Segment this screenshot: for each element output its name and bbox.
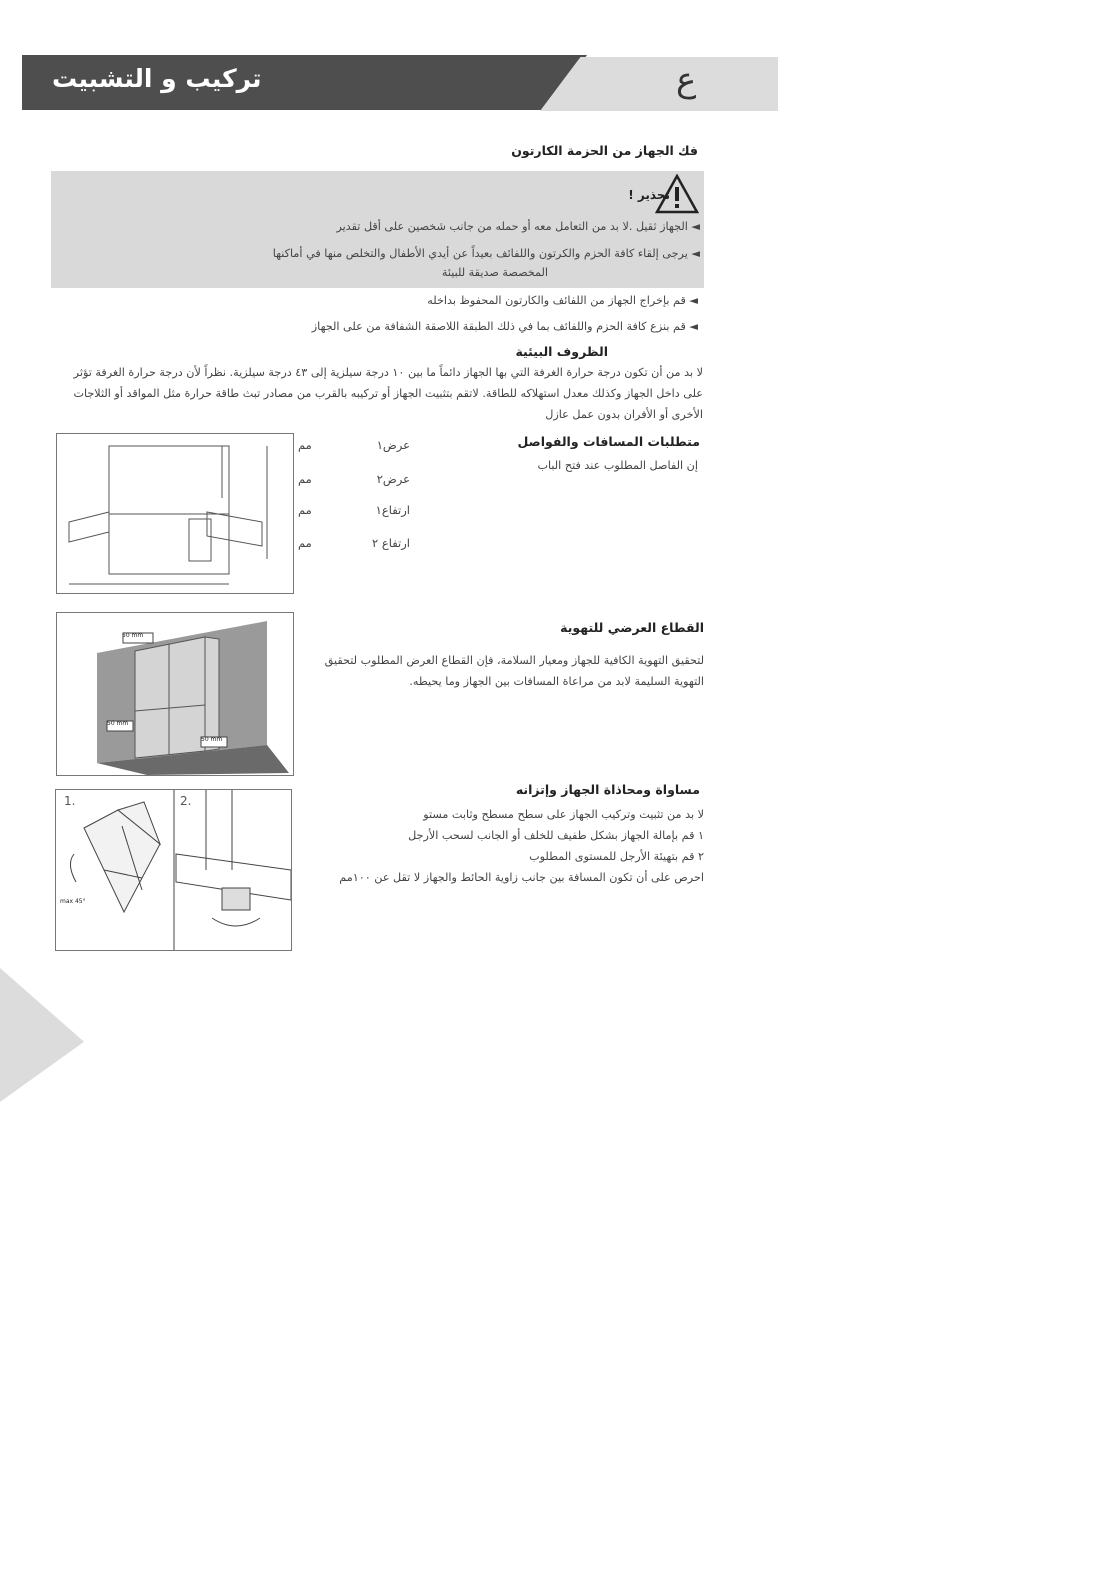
clearance-diagram [56,433,294,594]
leveling-instructions [324,804,704,888]
bullet-item: ◄ قم بإخراج الجهاز من اللفائف والكارتون المحفوظ بداخله [427,294,698,307]
section-title-leveling: مساواة ومحاذاة الجهاز وإتزانه [515,782,700,797]
page-title: تركيب و التشبيت [52,64,262,93]
bullet-item: ◄ قم بنزع كافة الحزم واللفائف بما في ذلك الطبقة اللاصقة الشفافة من على الجهاز [311,320,698,333]
dim-unit: مم [298,438,312,452]
header-page-tab [540,57,778,111]
vent-label: 50 mm [107,720,129,727]
ventilation-drawing [57,613,293,775]
section-title-unpack: فك الجهاز من الحزمة الكارتون [511,143,698,158]
dim-label: ارتفاع ٢ [372,536,410,550]
clearance-drawing [57,434,293,593]
vent-label: 50 mm [122,632,144,639]
section-title-spacing: متطلبات المسافات والفواصل [517,434,700,449]
dim-label: عرض١ [376,438,410,452]
leveling-line: ١ قم بإمالة الجهاز بشكل طفيف للخلف أو الجانب لسحب الأرجل [408,829,704,842]
environment-paragraph: لا بد من أن تكون درجة حرارة الغرفة التي بها الجهاز دائماً ما بين ١٠ درجة سيلزية إلى ٤٣ درجة سيلزية. نظراً لأن درجة حرارة الغرفة تؤثر على داخل الجهاز وكذلك معدل استهلاكه للطاقة. لاتقم بتثبيت الجهاز أو تركيبه بالقرب من مصادر تبث طاقة حرارة مثل المواقد أو الثلاجات الأخرى أو الأفران بدون عمل عازل [73,366,703,421]
dim-unit: مم [298,472,312,486]
leveling-line: لا بد من تثبيت وتركيب الجهاز على سطح مسطح وثابت مستو [423,808,704,821]
step-label: 2. [180,794,192,808]
dim-unit: مم [298,536,312,550]
step-label: 1. [64,794,76,808]
ventilation-diagram [56,612,294,776]
ventilation-paragraph: لتحقيق التهوية الكافية للجهاز ومعيار السلامة، فإن القطاع العرض المطلوب لتحقيق التهوية السليمة لابد من مراعاة المسافات بين الجهاز وما يحيطه. [324,654,704,688]
leveling-line: ٢ قم بتهيئة الأرجل للمستوى المطلوب [529,850,704,863]
section-title-environment: الظروف البيئية [515,344,608,359]
dim-unit: مم [298,503,312,517]
warning-line: المخصصة صديقة للبيئة [441,266,548,279]
spacing-paragraph: إن الفاصل المطلوب عند فتح الباب [537,459,698,472]
warning-label: تحذير ! [628,188,670,202]
warning-line: ◄ يرجى إلقاء كافة الحزم والكرتون واللفائف بعيداً عن أيدي الأطفال والتخلص منها في أماكنها [272,247,700,260]
warning-line: ◄ الجهاز ثقيل .لا بد من التعامل معه أو حمله من جانب شخصين على أقل تقدير [336,220,700,233]
vent-label: 50 mm [201,736,223,743]
leveling-diagram [55,789,292,951]
leveling-drawing [56,790,291,950]
tilt-angle-label: max 45° [60,898,86,905]
dim-label: ارتفاع١ [375,503,410,517]
page-number: ع [676,60,697,100]
page-corner-decoration [0,968,84,1102]
leveling-line: احرص على أن تكون المسافة بين جانب زاوية الحائط والجهاز لا تقل عن ١٠٠مم [339,871,704,884]
section-title-ventilation: القطاع العرضي للتهوية [560,620,704,635]
dim-label: عرض٢ [376,472,410,486]
